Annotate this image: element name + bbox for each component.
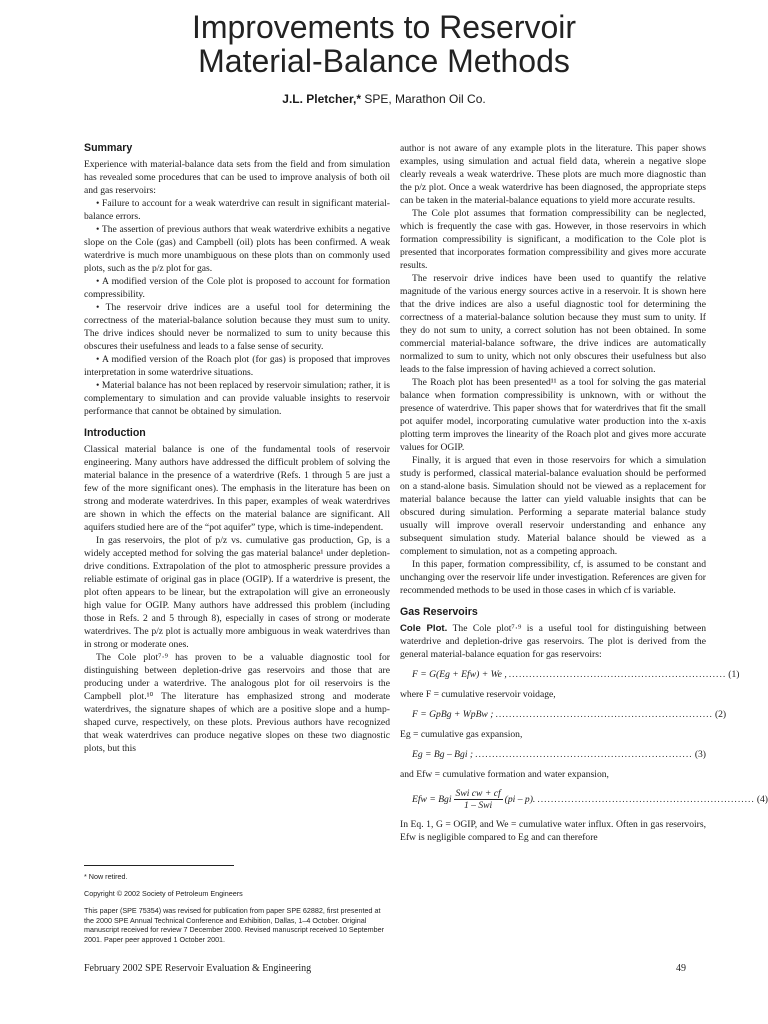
equation-4-lhs: Efw = Bgi (412, 794, 452, 805)
intro-paragraph: In gas reservoirs, the plot of p/z vs. cumulative gas production, Gp, is a widely accepted method for solving the gas material balance¹ under depletion-drive conditions. Extrapolation of the plot to atmospheric pressure provides a reliable estimate of original gas in place (OGIP). If a waterdrive is present, the plot often appears to be linear, but the extrapolation will give an erroneously high value for OGIP. Many authors have addressed this problem (including those in Refs. 2 and 5 through 8), especially in cases of strong or moderate waterdrives. The p/z plot is actually more ambiguous in weak waterdrives than in strong or moderate ones. (84, 535, 390, 650)
page-number: 49 (676, 963, 686, 974)
equation-2-number: (2) (714, 709, 727, 720)
body-paragraph: The reservoir drive indices have been used to quantify the relative magnitude of the various energy sources active in a reservoir. It is shown here that the drive indices are also a useful diagnostic tool for determining the correctness of a material-balance solution because they must sum to unity. If they do not sum to unity, a correct solution has not been obtained. In some commercial material-balance software, the drive indices are automatically normalized to sum to unity, which not only obscures their usefulness but also leads to the false impression of having achieved a correct solution. (400, 273, 706, 375)
summary-bullet: • The reservoir drive indices are a useful tool for determining the correctness of the material-balance solution because they must sum to unity. The drive indices should never be normalized to sum to unity because this obscures their usefulness and leads to a false sense of security. (84, 302, 390, 352)
body-paragraph: The Roach plot has been presented¹¹ as a tool for solving the gas material balance when formation compressibility is unknown, with or without the presence of waterdrive. This paper shows that for waterdrives that fit the small pot aquifer model, incorporating cumulative water production into the x-axis plotting term improves the linearity of the Roach plot and gives more accurate values for OGIP. (400, 377, 706, 453)
body-paragraph: author is not aware of any example plots in the literature. This paper shows examples, using simulation and actual field data, wherein a negative slope clearly reveals a weak waterdrive. These plots are much more diagnostic than the p/z plot. Once a weak waterdrive has been diagnosed, the appropriate steps can be taken in the material-balance equations to yield more accurate results. (400, 143, 706, 206)
definition-line: and Efw = cumulative formation and water expansion, (400, 769, 609, 780)
body-paragraph: Finally, it is argued that even in those reservoirs for which a simulation study is performed, classical material-balance evaluation should be performed on a stand-alone basis. Simulation should not be viewed as a replacement for material balance because the latter can yield valuable insights that can be obscured during simulation. Performing a separate material balance study usually will improve overall reservoir understanding and enhance any subsequent simulation study. Material balance should be viewed as a complement to simulation, not as a competing approach. (400, 455, 706, 557)
body-paragraph: In this paper, formation compressibility, cf, is assumed to be constant and unchanging over the reservoir life under investigation. References are given for recommended methods to be used in those cases in which cf is variable. (400, 559, 706, 596)
author-line (0, 92, 768, 106)
intro-paragraph: Classical material balance is one of the fundamental tools of reservoir engineering. Many authors have addressed the difficult problem of solving the material balance in the presence of a waterdrive (Refs. 1 through 5 are just a few of the more significant ones). The emphasis in the literature has been on strong and moderate waterdrives. In this paper, examples of weak waterdrives are shown in which the effects on the material balance are significant. All aquifers studied here are of the “pot aquifer” type, which is time-independent. (84, 444, 390, 533)
right-column (400, 142, 768, 844)
cole-plot-text: The Cole plot⁷·⁹ is a useful tool for distinguishing between waterdrive and depletion-drive gas reservoirs. The plot is derived from the general material-balance equation for gas reservoirs: (400, 623, 706, 660)
equation-4-number: (4) (756, 794, 768, 805)
summary-bullet: • The assertion of previous authors that weak waterdrive exhibits a negative slope on the Cole (gas) and Campbell (oil) plots has been confirmed. A weak waterdrive is much more unambiguous on these plots than on commonly used plots, such as the p/z plot for gas. (84, 224, 390, 274)
fraction-denominator: 1 – Swi (463, 800, 493, 811)
title-line-2: Material-Balance Methods (198, 43, 570, 79)
definition-line: where F = cumulative reservoir voidage, (400, 689, 556, 700)
summary-bullet: • A modified version of the Roach plot (for gas) is proposed that improves interpretation in some waterdrive situations. (84, 354, 390, 378)
equation-2-body: F = GpBg + WpBw ; (412, 709, 494, 720)
equation-1-number: (1) (728, 669, 740, 680)
summary-intro: Experience with material-balance data sets from the field and from simulation has revealed some procedures that can be used to improve analysis of both oil and gas reservoirs: (84, 159, 390, 196)
cole-plot-runin: Cole Plot. (400, 623, 448, 634)
body-paragraph: The Cole plot assumes that formation compressibility can be neglected, which is frequently the case with gas. However, in those reservoirs in which formation compressibility is significant, a modification to the Cole plot is presented that incorporates formation compressibility and gives more accurate results. (400, 208, 706, 271)
equation-4-fraction (454, 788, 503, 811)
footnote-copyright: Copyright © 2002 Society of Petroleum Engineers (84, 889, 243, 898)
summary-bullet: • Material balance has not been replaced by reservoir simulation; rather, it is complementary to simulation and can provide valuable insights to reservoir performance that cannot be obtained by simulation. (84, 380, 390, 417)
leader-dots: ................................................................ (475, 749, 693, 760)
equation-3 (412, 748, 706, 761)
definition-line: Eg = cumulative gas expansion, (400, 729, 523, 740)
summary-heading: Summary (84, 142, 133, 154)
author-name: J.L. Pletcher,* (282, 92, 361, 106)
summary-bullet: • A modified version of the Cole plot is proposed to account for formation compressibility. (84, 276, 390, 300)
equation-4 (412, 788, 768, 811)
title-line-1: Improvements to Reservoir (191, 9, 577, 45)
journal-footer: February 2002 SPE Reservoir Evaluation & Engineering (84, 963, 312, 974)
equation-3-number: (3) (694, 749, 706, 760)
footnote-rule (84, 865, 234, 866)
intro-paragraph: The Cole plot⁷·⁹ has proven to be a valuable diagnostic tool for distinguishing between depletion-drive gas reservoirs and those that are producing under a waterdrive. The analogous plot for oil reservoirs is the Campbell plot.¹⁰ The literature has emphasized strong and moderate waterdrives, the signature shapes of which are a positive slope and a hump-shaped curve, respectively, on these plots. Previous authors have recognized that weak waterdrives can produce negative slopes on these two diagnostic plots, but this (84, 652, 390, 754)
equation-2 (412, 708, 727, 721)
gas-reservoirs-heading: Gas Reservoirs (400, 606, 478, 618)
author-affiliation: SPE, Marathon Oil Co. (364, 92, 486, 106)
equation-1 (412, 668, 740, 681)
leader-dots: ................................................................ (508, 669, 727, 680)
summary-bullet: • Failure to account for a weak waterdrive can result in significant material-balance errors. (84, 198, 390, 222)
fraction-numerator: Swi cw + cf (455, 788, 501, 799)
leader-dots: ................................................................ (495, 709, 713, 720)
article-title (0, 10, 768, 78)
equation-1-body: F = G(Eg + Efw) + We , (412, 669, 507, 680)
introduction-heading: Introduction (84, 427, 146, 439)
cole-plot-paragraph (400, 622, 706, 661)
left-column (84, 142, 390, 755)
leader-dots: ................................................................ (537, 794, 755, 805)
equation-3-body: Eg = Bg – Bgi ; (412, 749, 474, 760)
equation-4-rhs: (pi – p). (504, 794, 536, 805)
footnote-history: This paper (SPE 75354) was revised for publication from paper SPE 62882, first presented at the 2000 SPE Annual Technical Conference and Exhibition, Dallas, 1–4 October. Original manuscript received for review 7 December 2000. Revised manuscript received 10 September 2001. Paper peer approved 1 October 2001. (84, 906, 385, 944)
body-paragraph: In Eq. 1, G = OGIP, and We = cumulative water influx. Often in gas reservoirs, Efw is negligible compared to Eg and can therefore (400, 819, 706, 843)
footnote-retired: * Now retired. (84, 872, 128, 881)
